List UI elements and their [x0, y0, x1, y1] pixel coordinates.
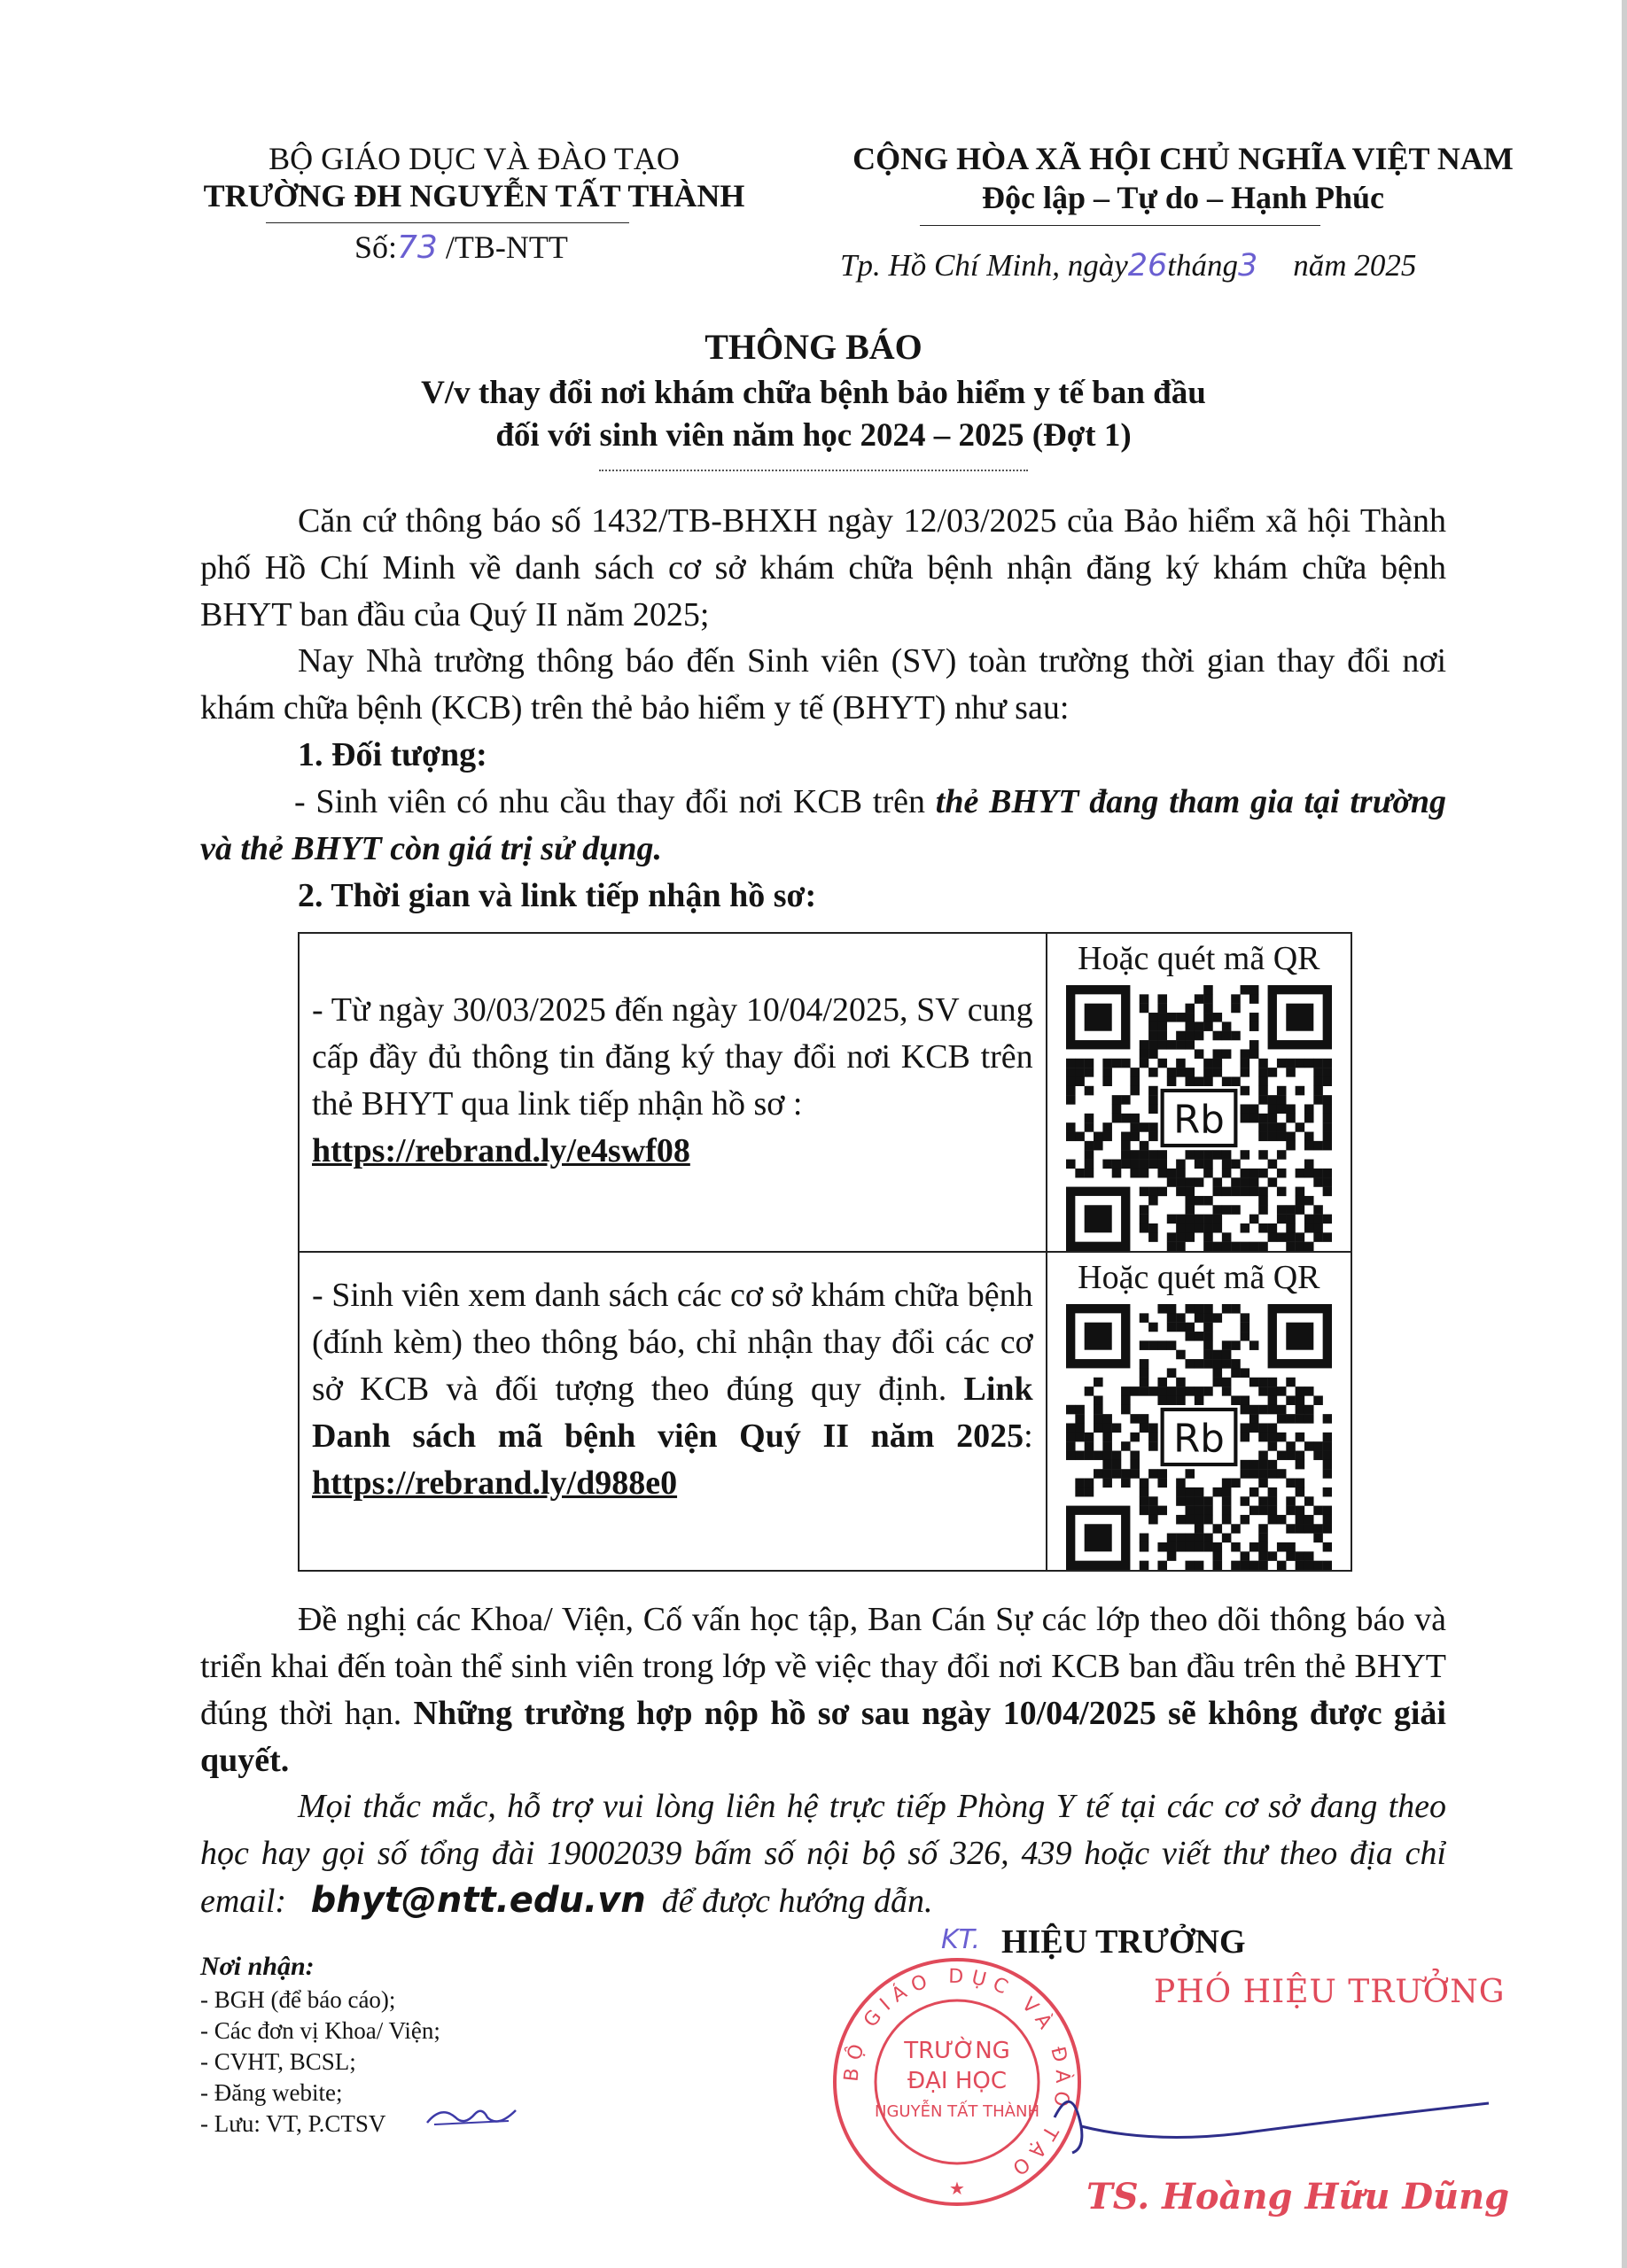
section1-item [200, 779, 1446, 873]
seal-ring-text: BỘ GIÁO DỤC VÀ ĐÀO TẠO [840, 1965, 1074, 2184]
month-word: tháng [1167, 248, 1239, 283]
recipients-heading: Nơi nhận: [200, 1952, 315, 1981]
header-left-rule [266, 222, 629, 223]
signature-stroke-icon [1046, 2064, 1506, 2171]
recipient-item: - BGH (để báo cáo); [200, 1986, 396, 2013]
recipient-item: - Đăng webite; [200, 2079, 343, 2106]
recipient-item: - CVHT, BCSL; [200, 2048, 356, 2075]
row1-text-cell [299, 933, 1047, 1252]
number-handwritten: 73 [397, 229, 438, 266]
notice-subtitle-line2: đối với sinh viên năm học 2024 – 2025 (Đợt 1) [495, 417, 1132, 454]
initials-signature-icon [424, 2101, 521, 2132]
contact-text: Mọi thắc mắc, hỗ trợ vui lòng liên hệ trực tiếp Phòng Y tế tại các cơ sở đang theo học hay gọi số tổng đài 19002039 bấm số nội bộ số 326, 439 hoặc viết thư theo địa chỉ email: [200, 1788, 1446, 1920]
qr-logo-text: Rb [1172, 1417, 1225, 1462]
support-email-link[interactable]: bhyt@ntt.edu.vn [310, 1880, 646, 1921]
deadline-warning: Những trường hợp nộp hồ sơ sau ngày 10/04/2025 sẽ không được giải quyết. [200, 1695, 1446, 1779]
place-date [840, 248, 1416, 284]
table-row [299, 1252, 1351, 1571]
recipient-item: - Các đơn vị Khoa/ Viện; [200, 2017, 440, 2044]
qr-code-icon[interactable] [1066, 985, 1332, 1251]
place-date-prefix: Tp. Hồ Chí Minh, ngày [840, 248, 1128, 283]
national-motto: Độc lập – Tự do – Hạnh Phúc [981, 180, 1385, 215]
vice-principal-stamp: PHÓ HIỆU TRƯỞNG [1154, 1974, 1506, 2010]
row2-qr-label: Hoặc quét mã QR [1078, 1259, 1320, 1296]
submission-link[interactable]: https://rebrand.ly/e4swf08 [312, 1132, 690, 1169]
row2-description: - Sinh viên xem danh sách các cơ sở khám chữa bệnh (đính kèm) theo thông báo, chỉ nhận thay đổi các cơ sở KCB và đối tượng theo đúng quy định. [312, 1277, 1033, 1408]
number-prefix: Số: [354, 229, 398, 265]
hospital-list-link[interactable]: https://rebrand.ly/d988e0 [312, 1464, 678, 1502]
section1-item-plain: - Sinh viên có nhu cầu thay đổi nơi KCB trên [294, 783, 936, 820]
recipient-item: - Lưu: VT, P.CTSV [200, 2110, 386, 2137]
kt-handwritten: KT. [941, 1924, 980, 1955]
notice-title: THÔNG BÁO [705, 327, 922, 367]
basis-paragraph: Căn cứ thông báo số 1432/TB-BHXH ngày 12/03/2025 của Bảo hiểm xã hội Thành phố Hồ Chí Minh về danh sách cơ sở khám chữa bệnh nhận đăng ký khám chữa bệnh BHYT ban đầu của Quý II năm 2025; [200, 502, 1446, 633]
row1-qr-label: Hoặc quét mã QR [1078, 940, 1320, 977]
month-handwritten: 3 [1238, 248, 1258, 284]
day-handwritten: 26 [1127, 248, 1168, 284]
qr-logo-text: Rb [1172, 1098, 1225, 1143]
contact-end: để được hướng dẫn. [661, 1883, 933, 1920]
qr-code-icon[interactable] [1066, 1304, 1332, 1570]
row2-link-caption: Link Danh sách mã bệnh viện Quý II năm 2025 [312, 1371, 1033, 1455]
section1-item-emphasis: thẻ BHYT đang tham gia tại trường và thẻ BHYT còn giá trị sử dụng. [200, 783, 1447, 867]
signer-name: TS. Hoàng Hữu Dũng [1086, 2176, 1510, 2218]
republic-name: CỘNG HÒA XÃ HỘI CHỦ NGHĨA VIỆT NAM [852, 141, 1514, 176]
seal-line: TRƯỜNG [904, 2038, 1010, 2064]
section2-heading: 2. Thời gian và link tiếp nhận hồ sơ: [298, 877, 817, 914]
seal-line: ĐẠI HỌC [907, 2068, 1008, 2094]
row2-qr-cell [1047, 1252, 1351, 1571]
ministry-name: BỘ GIÁO DỤC VÀ ĐÀO TẠO [269, 141, 680, 176]
title-underline [599, 470, 1028, 471]
seal-line: NGUYỄN TẤT THÀNH [874, 2102, 1040, 2121]
university-name: TRƯỜNG ĐH NGUYỄN TẤT THÀNH [203, 178, 745, 214]
row1-description: - Từ ngày 30/03/2025 đến ngày 10/04/2025, SV cung cấp đầy đủ thông tin đăng ký thay đổi nơi KCB trên thẻ BHYT qua link tiếp nhận hồ sơ : [312, 991, 1033, 1122]
request-paragraph [200, 1596, 1446, 1784]
section1-heading: 1. Đối tượng: [298, 736, 487, 773]
year-text: năm 2025 [1293, 248, 1417, 283]
table-row [299, 933, 1351, 1252]
header-right-rule [920, 225, 1320, 226]
row1-qr-cell [1047, 933, 1351, 1252]
svg-text:★: ★ [949, 2178, 965, 2199]
registration-table [298, 932, 1352, 1572]
document-number [354, 229, 568, 266]
number-suffix: /TB-NTT [437, 229, 568, 265]
request-plain: Đề nghị các Khoa/ Viện, Cố vấn học tập, Ban Cán Sự các lớp theo dõi thông báo và triển khai đến toàn thể sinh viên trong lớp về việc thay đổi nơi KCB ban đầu trên thẻ BHYT đúng thời hạn. [200, 1601, 1446, 1732]
notice-subtitle-line1: V/v thay đổi nơi khám chữa bệnh bảo hiểm y tế ban đầu [421, 375, 1206, 411]
principal-title: HIỆU TRƯỞNG [1001, 1923, 1246, 1961]
announcement-paragraph: Nay Nhà trường thông báo đến Sinh viên (SV) toàn trường thời gian thay đổi nơi khám chữa bệnh (KCB) trên thẻ bảo hiểm y tế (BHYT) như sau: [200, 642, 1446, 726]
row2-link-separator: : [1024, 1418, 1033, 1455]
contact-paragraph [200, 1783, 1446, 1925]
row2-text-cell [299, 1252, 1047, 1571]
